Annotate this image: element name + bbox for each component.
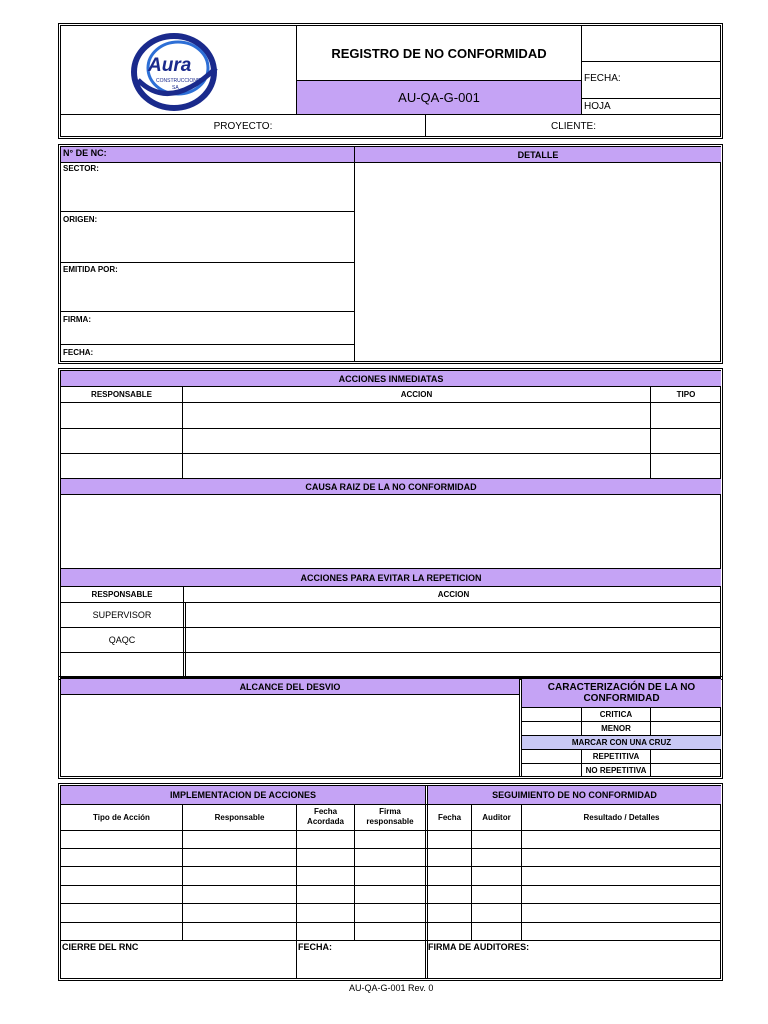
document-code: AU-QA-G-001 — [297, 81, 581, 114]
detalle-label: DETALLE — [517, 149, 559, 160]
critica-label: CRITICA — [599, 710, 633, 719]
col-fecha-acordada-line-1: Fecha — [313, 807, 338, 816]
col-tipo: TIPO — [676, 390, 696, 399]
col-firma-responsable — [355, 807, 425, 827]
logo-brand-text: Aura — [148, 55, 192, 76]
no-repetitiva-label: NO REPETITIVA — [585, 765, 647, 775]
logo-sub-text-2: SA — [172, 85, 179, 91]
repetitiva-label: REPETITIVA — [592, 752, 640, 761]
causa-raiz-title: CAUSA RAIZ DE LA NO CONFORMIDAD — [61, 479, 721, 494]
menor-checkbox[interactable] — [651, 722, 721, 735]
cliente-label: CLIENTE: — [550, 120, 596, 132]
col-tipo-accion: Tipo de Acción — [93, 813, 150, 822]
header-fecha-label: FECHA: — [584, 73, 621, 84]
col-seg-auditor: Auditor — [482, 813, 511, 822]
emitida-label: EMITIDA POR: — [63, 265, 118, 274]
sector-label: SECTOR: — [63, 164, 99, 173]
col-seg-fecha: Fecha — [437, 813, 462, 822]
firma-label: FIRMA: — [63, 315, 91, 324]
logo-sub-text: CONSTRUCCIONES — [156, 78, 204, 84]
alcance-title: ALCANCE DEL DESVIO — [61, 679, 519, 694]
header-hoja-label: HOJA — [584, 101, 611, 112]
col-firma-responsable-line-2: responsable — [366, 817, 414, 826]
cierre-fecha-label: FECHA: — [298, 942, 332, 952]
evitar-col-accion: ACCION — [437, 590, 470, 599]
proyecto-label: PROYECTO: — [213, 120, 273, 132]
acciones-evitar-title: ACCIONES PARA EVITAR LA REPETICION — [61, 569, 721, 586]
menor-label: MENOR — [601, 724, 631, 733]
caracterizacion-title: CARACTERIZACIÓN DE LA NO CONFORMIDAD — [522, 679, 721, 707]
cierre-label: CIERRE DEL RNC — [62, 942, 139, 952]
col-seg-resultado: Resultado / Detalles — [583, 813, 660, 822]
company-logo — [130, 28, 226, 112]
col-accion: ACCION — [400, 390, 433, 399]
supervisor-label: SUPERVISOR — [92, 610, 152, 620]
nc-fecha-label: FECHA: — [63, 348, 94, 357]
col-fecha-acordada — [297, 807, 354, 827]
repetitiva-checkbox[interactable] — [651, 750, 721, 763]
footer-code: AU-QA-G-001 Rev. 0 — [349, 983, 434, 993]
col-impl-responsable: Responsable — [214, 813, 265, 822]
origen-label: ORIGEN: — [63, 215, 98, 224]
acciones-inmediatas-title: ACCIONES INMEDIATAS — [61, 371, 721, 386]
critica-checkbox[interactable] — [651, 708, 721, 721]
col-fecha-acordada-line-2: Acordada — [307, 817, 344, 826]
nc-number-label: N° DE NC: — [63, 148, 107, 158]
col-firma-responsable-line-1: Firma — [379, 807, 401, 816]
qaqc-label: QAQC — [108, 635, 136, 645]
firma-auditores-label: FIRMA DE AUDITORES: — [428, 942, 530, 952]
marcar-instruction: MARCAR CON UNA CRUZ — [522, 736, 721, 749]
nc-frame — [58, 144, 723, 364]
seguimiento-title: SEGUIMIENTO DE NO CONFORMIDAD — [428, 786, 721, 804]
evitar-col-responsable: RESPONSABLE — [91, 590, 153, 599]
document-title: REGISTRO DE NO CONFORMIDAD — [331, 45, 547, 61]
implementacion-title: IMPLEMENTACION DE ACCIONES — [61, 786, 425, 804]
no-repetitiva-checkbox[interactable] — [651, 764, 721, 776]
col-responsable: RESPONSABLE — [91, 390, 152, 399]
